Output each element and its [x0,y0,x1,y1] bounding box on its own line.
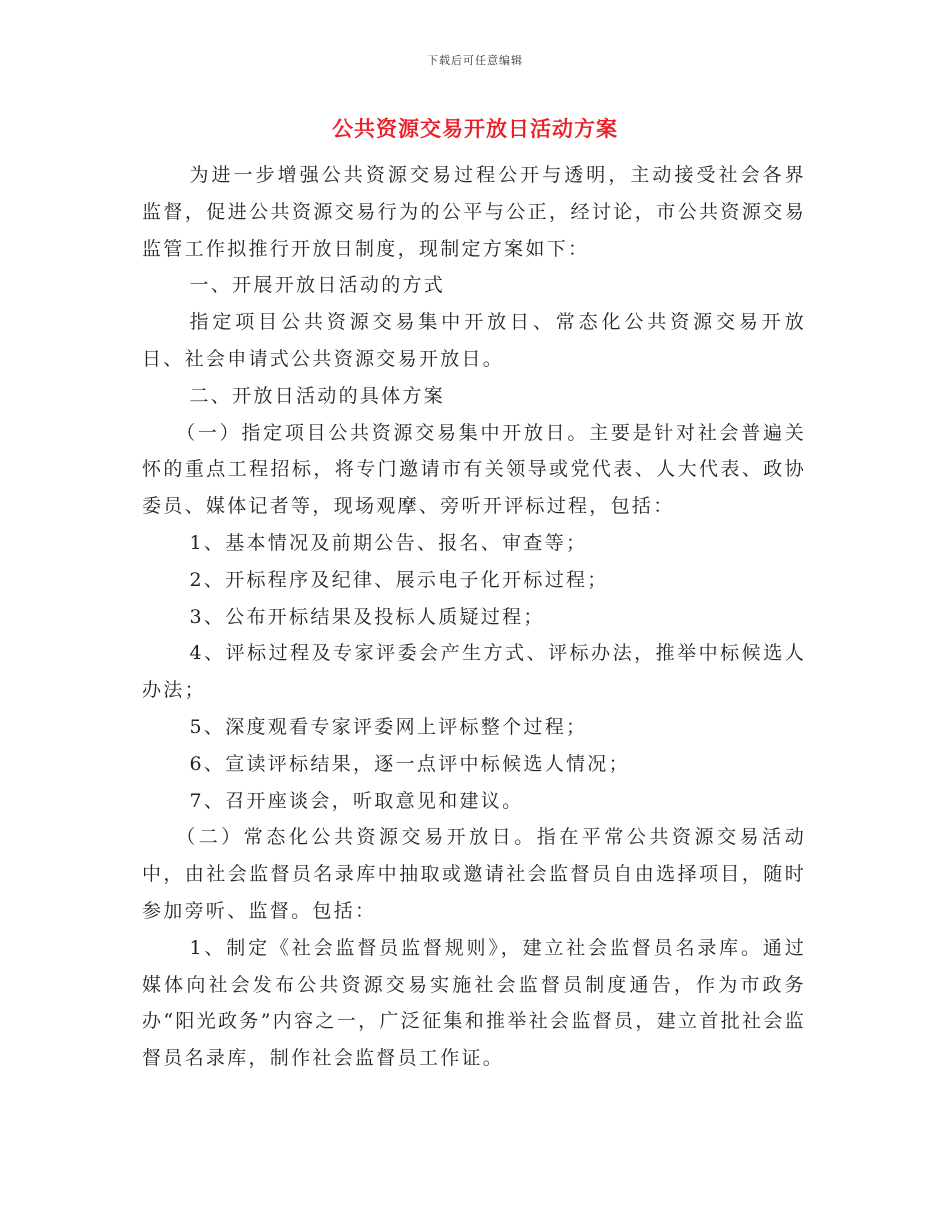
document-title: 公共资源交易开放日活动方案 [332,117,618,141]
list-item: 6、宣读评标结果，逐一点评中标候选人情况； [189,752,630,775]
section-heading-1: 一、开展开放日活动的方式 [189,274,446,297]
list-item: 2、开标程序及纪律、展示电子化开标过程； [189,568,609,591]
paragraph-methods: 指定项目公共资源交易集中开放日、常态化公共资源交易开放日、社会申请式公共资源交易开放日。 [142,311,806,370]
list-item: 1、基本情况及前期公告、报名、审查等； [189,531,588,554]
list-item: 3、公布开标结果及投标人质疑过程； [189,605,545,628]
section-heading-2: 二、开放日活动的具体方案 [189,384,446,407]
list-item: 1、制定《社会监督员监督规则》，建立社会监督员名录库。通过媒体向社会发布公共资源交易实施社会监督员制度通告，作为市政务办“阳光政务”内容之一，广泛征集和推举社会监督员，建立首批社会监督员名录库，制作社会监督员工作证。 [142,936,806,1070]
list-item: 7、召开座谈会，听取意见和建议。 [189,789,524,812]
paragraph-intro: 为进一步增强公共资源交易过程公开与透明，主动接受社会各界监督，促进公共资源交易行为的公平与公正，经讨论，市公共资源交易监管工作拟推行开放日制度，现制定方案如下： [142,164,806,260]
header-note: 下载后可任意编辑 [427,54,523,67]
list-item: 5、深度观看专家评委网上评标整个过程； [189,715,588,738]
list-item: 4、评标过程及专家评委会产生方式、评标办法，推举中标候选人办法； [142,642,806,702]
subsection-1: （一）指定项目公共资源交易集中开放日。主要是针对社会普遍关怀的重点工程招标，将专门邀请市有关领导或党代表、人大代表、政协委员、媒体记者等，现场观摩、旁听开评标过程，包括： [142,421,806,518]
document-body [142,157,806,1077]
subsection-2: （二）常态化公共资源交易开放日。指在平常公共资源交易活动中，由社会监督员名录库中抽取或邀请社会监督员自由选择项目，随时参加旁听、监督。包括： [142,826,806,922]
